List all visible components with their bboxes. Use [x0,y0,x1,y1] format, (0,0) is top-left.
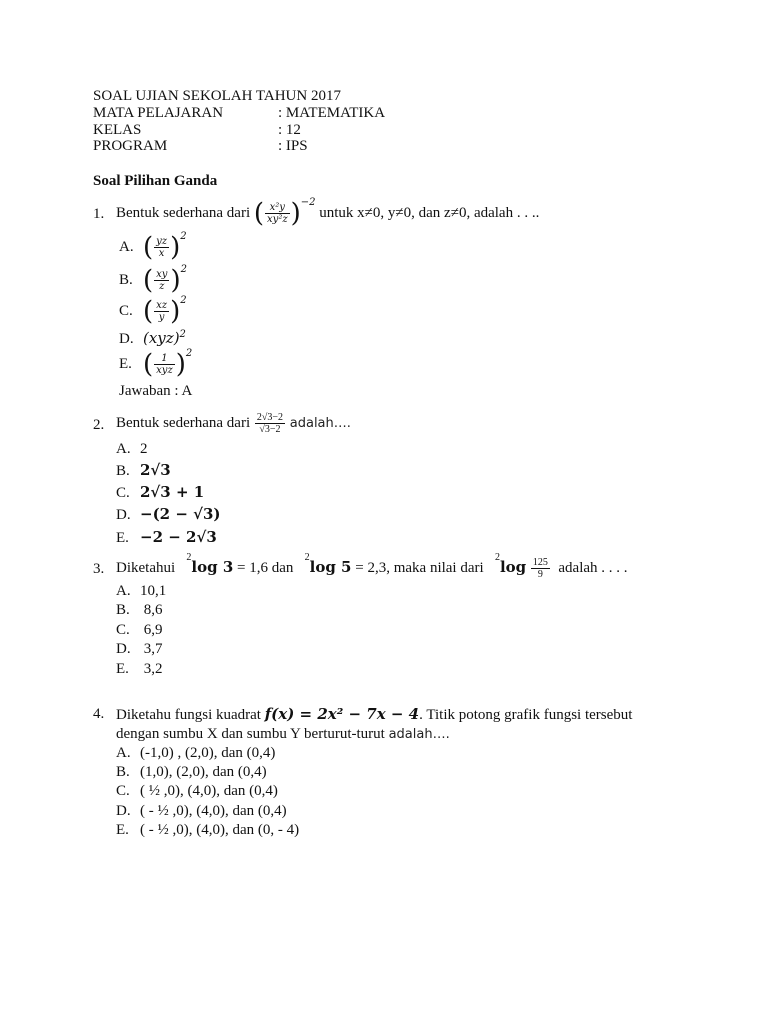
q4-stem-line1 [116,705,632,724]
section-title: Soal Pilihan Ganda [93,173,218,189]
option-label: B. [116,463,130,479]
q3-option-c [116,621,163,639]
q4-option-d [116,802,287,820]
q4-line2: dengan sumbu X dan sumbu Y berturut-turut [116,726,385,742]
paren-right: ) [170,232,181,263]
option-text: 2√3 + 1 [140,483,205,501]
q2-numerator: 2√3−2 [256,412,284,424]
q1-option-e-fraction [154,353,175,376]
q2-stem [116,408,351,439]
exponent: 2 [185,348,193,359]
denominator: x [158,248,165,260]
class-label: KELAS [93,122,142,138]
q1-close-paren: ) [290,198,301,229]
option-text: 8,6 [140,602,163,618]
q1-option-e [119,350,192,380]
denominator: xyz [156,365,173,377]
q3-fraction [531,557,550,580]
q1-option-a-fraction [154,236,169,259]
program-label: PROGRAM [93,138,168,154]
q3-log-3: log [499,558,527,576]
q1-answer: Jawaban : A [119,383,193,399]
option-label: C. [116,783,130,799]
option-label: B. [116,764,130,780]
option-text: 3,7 [140,641,163,657]
paren-left: ( [143,265,154,296]
q1-option-b-label: B. [119,272,133,288]
q4-stem-line2 [116,725,450,744]
option-label: A. [116,583,131,599]
option-label: C. [116,485,130,501]
q1-prefix: Bentuk sederhana dari [116,205,251,221]
q1-fraction [265,202,290,225]
q3-log-2: log 5 [309,558,352,576]
option-label: C. [116,622,130,638]
q3-base-3: 2 [494,552,500,563]
q3-given: Diketahui [116,560,176,576]
exponent: 2 [180,264,187,275]
exam-title: SOAL UJIAN SEKOLAH TAHUN 2017 [93,88,341,104]
paren-right: ) [170,296,181,327]
option-label: D. [116,507,131,523]
q1-suffix: untuk x≠0, y≠0, dan z≠0, adalah . . .. [319,205,540,221]
q1-option-c-label: C. [119,303,133,319]
option-text: 10,1 [140,583,167,599]
q1-option-d-label: D. [119,331,134,347]
q3-stem [116,551,628,586]
q1-numerator: x²y [265,202,290,214]
option-text: ( - ½ ,0), (4,0), dan (0,4) [140,803,287,819]
paren-left: ( [143,296,154,327]
q3-numerator: 125 [532,557,548,569]
exponent: 2 [179,329,186,340]
q3-option-b [116,601,163,619]
q1-open-paren: ( [253,198,265,229]
option-text: −(2 − √3) [140,505,221,523]
denominator: z [159,281,165,293]
numerator: xz [156,300,168,312]
q1-option-c-fraction [154,300,169,323]
q1-option-c [119,297,187,327]
q3-base-2: 2 [304,552,310,563]
q4-option-b [116,763,267,781]
q4-suffix: . Titik potong grafik fungsi tersebut [419,707,633,723]
option-text: ( - ½ ,0), (4,0), dan (0, - 4) [140,822,300,838]
paren-right: ) [175,349,186,380]
option-text: 3,2 [140,661,163,677]
subject-value: : MATEMATIKA [278,105,386,121]
q3-log-1: log 3 [191,558,234,576]
q2-option-c [116,483,204,502]
q3-number: 3. [93,561,105,577]
q4-line2-tail: adalah…. [388,727,450,742]
option-label: E. [116,661,129,677]
option-text: (1,0), (2,0), dan (0,4) [140,764,267,780]
option-text: (xyz) [143,329,180,347]
paren-right: ) [170,265,181,296]
q1-stem [116,196,539,232]
q1-denominator: xy²z [267,214,288,226]
q3-option-a [116,582,166,600]
q4-number: 4. [93,706,105,722]
q1-option-e-label: E. [119,356,132,372]
q2-denominator: √3−2 [259,424,281,436]
option-label: E. [116,822,129,838]
q2-fraction [255,412,285,435]
paren-left: ( [143,349,154,380]
exponent: 2 [180,231,187,242]
program-value: : IPS [278,138,308,154]
q4-option-c [116,782,278,800]
q4-option-e [116,821,299,839]
q3-value-1: = 1,6 dan [237,560,294,576]
q1-option-a [119,233,187,263]
numerator: yz [156,236,168,248]
q2-option-e [116,528,217,547]
option-text: 6,9 [140,622,163,638]
q1-option-d [119,329,186,348]
q2-option-a [116,440,148,458]
denominator: y [158,312,165,324]
option-label: B. [116,602,130,618]
option-text: (-1,0) , (2,0), dan (0,4) [140,745,276,761]
q3-value-2: = 2,3, maka nilai dari [355,560,484,576]
q4-option-a [116,744,275,762]
class-value: : 12 [278,122,301,138]
q2-option-b [116,461,171,480]
option-label: D. [116,803,131,819]
q4-formula: f(x) = 2x² − 7x − 4 [264,705,420,723]
q4-prefix: Diketahu fungsi kuadrat [116,707,261,723]
q3-base-1: 2 [186,552,192,563]
q1-option-a-label: A. [119,239,134,255]
q3-denominator: 9 [537,569,543,581]
q1-option-b-fraction [154,269,169,292]
option-text: 2√3 [140,461,171,479]
q1-exponent: −2 [300,197,316,208]
exponent: 2 [180,295,187,306]
option-label: E. [116,530,129,546]
q3-suffix: adalah . . . . [558,560,628,576]
q2-number: 2. [93,417,105,433]
q2-suffix: adalah…. [289,416,351,431]
option-label: D. [116,641,131,657]
numerator: 1 [154,353,175,365]
q1-number: 1. [93,206,105,222]
q3-option-d [116,640,163,658]
q1-option-b [119,266,187,296]
option-label: A. [116,745,131,761]
q2-option-d [116,505,221,524]
subject-label: MATA PELAJARAN [93,105,224,121]
option-text: −2 − 2√3 [140,528,217,546]
option-text: ( ½ ,0), (4,0), dan (0,4) [140,783,278,799]
q3-option-e [116,660,163,678]
numerator: xy [156,269,168,281]
paren-left: ( [143,232,154,263]
q2-prefix: Bentuk sederhana dari [116,415,251,431]
option-label: A. [116,441,131,457]
option-text: 2 [140,441,148,457]
